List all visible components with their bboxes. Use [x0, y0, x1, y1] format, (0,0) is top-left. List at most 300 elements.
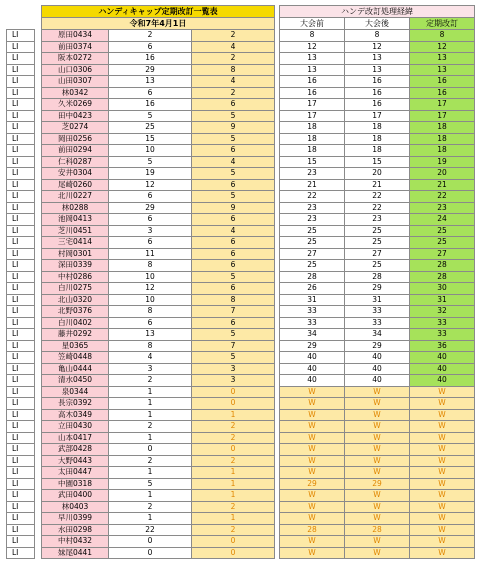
- player-name-cell: 白川0275: [42, 283, 109, 295]
- count-cell: 6: [192, 237, 275, 249]
- gap-cell: [35, 191, 42, 203]
- player-name-cell: 武田0400: [42, 490, 109, 502]
- periodic-cell: 18: [410, 122, 475, 134]
- gap-cell: [35, 30, 42, 42]
- count-cell: 0: [192, 547, 275, 559]
- periodic-cell: 8: [410, 30, 475, 42]
- before-cell: 27: [280, 248, 345, 260]
- rank-cell: LI: [7, 409, 35, 421]
- rounds-cell: 11: [109, 248, 192, 260]
- table-row: [7, 340, 475, 352]
- count-cell: 0: [192, 444, 275, 456]
- count-cell: 6: [192, 99, 275, 111]
- player-name-cell: 阪本0272: [42, 53, 109, 65]
- rank-cell: LI: [7, 398, 35, 410]
- rounds-cell: 29: [109, 202, 192, 214]
- count-cell: 4: [192, 41, 275, 53]
- before-cell: W: [280, 536, 345, 548]
- periodic-cell: 23: [410, 202, 475, 214]
- periodic-cell: 28: [410, 271, 475, 283]
- before-cell: 13: [280, 53, 345, 65]
- before-cell: 33: [280, 317, 345, 329]
- player-name-cell: 安井0304: [42, 168, 109, 180]
- col-before-header: 大会前: [280, 18, 345, 30]
- rank-cell: LI: [7, 214, 35, 226]
- player-name-cell: 深田0339: [42, 260, 109, 272]
- before-cell: W: [280, 432, 345, 444]
- player-name-cell: 前田0374: [42, 41, 109, 53]
- player-name-cell: 仁科0287: [42, 156, 109, 168]
- rounds-cell: 0: [109, 536, 192, 548]
- count-cell: 4: [192, 156, 275, 168]
- periodic-cell: 40: [410, 375, 475, 387]
- before-cell: W: [280, 455, 345, 467]
- table-row: [7, 363, 475, 375]
- after-cell: 16: [345, 76, 410, 88]
- before-cell: 40: [280, 375, 345, 387]
- rank-cell: LI: [7, 122, 35, 134]
- rounds-cell: 13: [109, 329, 192, 341]
- count-cell: 2: [192, 501, 275, 513]
- rank-cell: LI: [7, 524, 35, 536]
- before-cell: W: [280, 398, 345, 410]
- player-name-cell: 原田0434: [42, 30, 109, 42]
- before-cell: 17: [280, 110, 345, 122]
- count-cell: 0: [192, 398, 275, 410]
- player-name-cell: 岡田0256: [42, 133, 109, 145]
- rounds-cell: 4: [109, 352, 192, 364]
- rank-cell: LI: [7, 536, 35, 548]
- table-row: [7, 53, 475, 65]
- before-cell: W: [280, 421, 345, 433]
- before-cell: 23: [280, 214, 345, 226]
- before-cell: 29: [280, 478, 345, 490]
- rank-cell: LI: [7, 41, 35, 53]
- table-row: [7, 64, 475, 76]
- rank-cell: LI: [7, 145, 35, 157]
- table-row: [7, 455, 475, 467]
- table-row: [7, 87, 475, 99]
- periodic-cell: W: [410, 478, 475, 490]
- periodic-cell: W: [410, 444, 475, 456]
- rank-cell: LI: [7, 375, 35, 387]
- player-name-cell: 池岡0413: [42, 214, 109, 226]
- count-cell: 3: [192, 363, 275, 375]
- player-name-cell: 太田0447: [42, 467, 109, 479]
- table-row: [7, 294, 475, 306]
- periodic-cell: 28: [410, 260, 475, 272]
- rounds-cell: 25: [109, 122, 192, 134]
- table-row: [7, 478, 475, 490]
- before-cell: W: [280, 501, 345, 513]
- table-row: [7, 260, 475, 272]
- after-cell: 16: [345, 87, 410, 99]
- gap-cell: [35, 547, 42, 559]
- rounds-cell: 1: [109, 467, 192, 479]
- rank-cell: LI: [7, 168, 35, 180]
- rounds-cell: 6: [109, 214, 192, 226]
- gap-cell: [35, 329, 42, 341]
- table-row: [7, 271, 475, 283]
- after-cell: 40: [345, 363, 410, 375]
- rounds-cell: 19: [109, 168, 192, 180]
- gap-cell: [35, 271, 42, 283]
- gap-cell: [35, 41, 42, 53]
- periodic-cell: 36: [410, 340, 475, 352]
- count-cell: 6: [192, 317, 275, 329]
- count-cell: 2: [192, 421, 275, 433]
- table-row: [7, 490, 475, 502]
- after-cell: W: [345, 386, 410, 398]
- rank-cell: LI: [7, 87, 35, 99]
- player-name-cell: 中園0318: [42, 478, 109, 490]
- gap-cell: [35, 524, 42, 536]
- table-row: [7, 248, 475, 260]
- rounds-cell: 0: [109, 547, 192, 559]
- gap-cell: [35, 490, 42, 502]
- periodic-cell: 13: [410, 64, 475, 76]
- count-cell: 6: [192, 260, 275, 272]
- periodic-cell: 22: [410, 191, 475, 203]
- periodic-cell: W: [410, 421, 475, 433]
- table-row: [7, 283, 475, 295]
- player-name-cell: 亀山0444: [42, 363, 109, 375]
- rounds-cell: 1: [109, 432, 192, 444]
- rank-cell: LI: [7, 225, 35, 237]
- gap-cell: [35, 398, 42, 410]
- after-cell: W: [345, 409, 410, 421]
- col-periodic-header: 定期改訂: [410, 18, 475, 30]
- after-cell: 22: [345, 191, 410, 203]
- table-row: [7, 375, 475, 387]
- before-cell: 23: [280, 168, 345, 180]
- before-cell: 29: [280, 340, 345, 352]
- count-cell: 1: [192, 490, 275, 502]
- rank-cell: LI: [7, 421, 35, 433]
- after-cell: 28: [345, 524, 410, 536]
- rank-cell: LI: [7, 133, 35, 145]
- gap-cell: [35, 145, 42, 157]
- before-cell: 33: [280, 306, 345, 318]
- table-row: [7, 306, 475, 318]
- after-cell: 18: [345, 133, 410, 145]
- gap-cell: [35, 513, 42, 525]
- table-row: [7, 156, 475, 168]
- subheader-row: [7, 18, 475, 30]
- after-cell: 34: [345, 329, 410, 341]
- gap-cell: [35, 214, 42, 226]
- after-cell: 16: [345, 99, 410, 111]
- player-name-cell: 高木0349: [42, 409, 109, 421]
- count-cell: 2: [192, 53, 275, 65]
- count-cell: 5: [192, 133, 275, 145]
- table-row: [7, 432, 475, 444]
- after-cell: 13: [345, 64, 410, 76]
- after-cell: 40: [345, 352, 410, 364]
- gap-cell: [35, 352, 42, 364]
- table-row: [7, 421, 475, 433]
- rounds-cell: 6: [109, 87, 192, 99]
- gap-cell: [35, 99, 42, 111]
- player-name-cell: 星0365: [42, 340, 109, 352]
- table-row: [7, 30, 475, 42]
- gap-cell: [35, 478, 42, 490]
- periodic-cell: 32: [410, 306, 475, 318]
- after-cell: W: [345, 444, 410, 456]
- table-row: [7, 41, 475, 53]
- before-cell: 12: [280, 41, 345, 53]
- before-cell: W: [280, 513, 345, 525]
- rank-cell: LI: [7, 386, 35, 398]
- table-row: [7, 214, 475, 226]
- count-cell: 0: [192, 536, 275, 548]
- rank-cell: LI: [7, 352, 35, 364]
- player-name-cell: 村岡0301: [42, 248, 109, 260]
- after-cell: 29: [345, 340, 410, 352]
- after-cell: 25: [345, 225, 410, 237]
- table-row: [7, 536, 475, 548]
- table-row: [7, 168, 475, 180]
- table-row: [7, 398, 475, 410]
- after-cell: 40: [345, 375, 410, 387]
- rank-cell: LI: [7, 260, 35, 272]
- before-cell: 25: [280, 237, 345, 249]
- handicap-table: [6, 5, 475, 559]
- before-cell: 21: [280, 179, 345, 191]
- rank-cell: LI: [7, 156, 35, 168]
- count-cell: 2: [192, 432, 275, 444]
- count-cell: 8: [192, 64, 275, 76]
- before-cell: 18: [280, 122, 345, 134]
- periodic-cell: W: [410, 467, 475, 479]
- player-name-cell: 北野0376: [42, 306, 109, 318]
- rounds-cell: 2: [109, 455, 192, 467]
- rounds-cell: 2: [109, 30, 192, 42]
- count-cell: 6: [192, 214, 275, 226]
- gap-cell: [35, 294, 42, 306]
- blank-cell: [7, 6, 35, 18]
- player-name-cell: 立田0430: [42, 421, 109, 433]
- count-cell: 9: [192, 122, 275, 134]
- periodic-cell: 17: [410, 99, 475, 111]
- rounds-cell: 1: [109, 409, 192, 421]
- periodic-cell: W: [410, 513, 475, 525]
- rank-cell: LI: [7, 248, 35, 260]
- periodic-cell: 12: [410, 41, 475, 53]
- rank-cell: LI: [7, 99, 35, 111]
- before-cell: 18: [280, 133, 345, 145]
- rank-cell: LI: [7, 306, 35, 318]
- table-row: [7, 202, 475, 214]
- blank-cell: [7, 18, 35, 30]
- periodic-cell: W: [410, 398, 475, 410]
- rank-cell: LI: [7, 76, 35, 88]
- rank-cell: LI: [7, 513, 35, 525]
- after-cell: 27: [345, 248, 410, 260]
- periodic-cell: 33: [410, 329, 475, 341]
- rounds-cell: 6: [109, 41, 192, 53]
- after-cell: W: [345, 421, 410, 433]
- count-cell: 5: [192, 329, 275, 341]
- before-cell: W: [280, 444, 345, 456]
- rounds-cell: 5: [109, 110, 192, 122]
- player-name-cell: 林0342: [42, 87, 109, 99]
- after-cell: 22: [345, 202, 410, 214]
- periodic-cell: 16: [410, 76, 475, 88]
- player-name-cell: 武部0428: [42, 444, 109, 456]
- after-cell: 15: [345, 156, 410, 168]
- table-row: [7, 145, 475, 157]
- rank-cell: LI: [7, 467, 35, 479]
- before-cell: 23: [280, 202, 345, 214]
- count-cell: 7: [192, 306, 275, 318]
- after-cell: W: [345, 513, 410, 525]
- count-cell: 5: [192, 271, 275, 283]
- rank-cell: LI: [7, 64, 35, 76]
- rounds-cell: 8: [109, 260, 192, 272]
- after-cell: W: [345, 547, 410, 559]
- periodic-cell: 19: [410, 156, 475, 168]
- count-cell: 2: [192, 30, 275, 42]
- rank-cell: LI: [7, 501, 35, 513]
- periodic-cell: 16: [410, 87, 475, 99]
- count-cell: 2: [192, 455, 275, 467]
- after-cell: W: [345, 490, 410, 502]
- table-row: [7, 501, 475, 513]
- player-name-cell: 北川0227: [42, 191, 109, 203]
- player-name-cell: 泉0344: [42, 386, 109, 398]
- after-cell: 8: [345, 30, 410, 42]
- before-cell: 16: [280, 87, 345, 99]
- rank-cell: LI: [7, 294, 35, 306]
- player-name-cell: 前田0294: [42, 145, 109, 157]
- count-cell: 2: [192, 524, 275, 536]
- count-cell: 0: [192, 386, 275, 398]
- count-cell: 1: [192, 478, 275, 490]
- before-cell: 40: [280, 352, 345, 364]
- periodic-cell: W: [410, 547, 475, 559]
- table-row: [7, 133, 475, 145]
- table-row: [7, 409, 475, 421]
- after-cell: 33: [345, 306, 410, 318]
- count-cell: 5: [192, 168, 275, 180]
- rounds-cell: 6: [109, 237, 192, 249]
- blank-cell: [35, 18, 42, 30]
- gap-cell: [35, 225, 42, 237]
- rank-cell: LI: [7, 432, 35, 444]
- before-cell: 16: [280, 76, 345, 88]
- gap-cell: [35, 421, 42, 433]
- periodic-cell: 25: [410, 225, 475, 237]
- gap-cell: [35, 340, 42, 352]
- rounds-cell: 1: [109, 490, 192, 502]
- col-after-header: 大会後: [345, 18, 410, 30]
- count-cell: 6: [192, 145, 275, 157]
- player-name-cell: 芝0274: [42, 122, 109, 134]
- periodic-cell: W: [410, 386, 475, 398]
- after-cell: 29: [345, 283, 410, 295]
- table-row: [7, 352, 475, 364]
- count-cell: 6: [192, 283, 275, 295]
- rank-cell: LI: [7, 191, 35, 203]
- before-cell: 25: [280, 260, 345, 272]
- after-cell: W: [345, 467, 410, 479]
- after-cell: 12: [345, 41, 410, 53]
- rank-cell: LI: [7, 329, 35, 341]
- rank-cell: LI: [7, 283, 35, 295]
- gap-cell: [35, 317, 42, 329]
- count-cell: 4: [192, 225, 275, 237]
- player-name-cell: 中村0286: [42, 271, 109, 283]
- player-name-cell: 林0403: [42, 501, 109, 513]
- rounds-cell: 5: [109, 156, 192, 168]
- before-cell: W: [280, 547, 345, 559]
- rounds-cell: 2: [109, 421, 192, 433]
- count-cell: 1: [192, 513, 275, 525]
- player-name-cell: 中村0432: [42, 536, 109, 548]
- before-cell: W: [280, 467, 345, 479]
- rank-cell: LI: [7, 340, 35, 352]
- rounds-cell: 12: [109, 283, 192, 295]
- table-row: [7, 237, 475, 249]
- gap-cell: [35, 122, 42, 134]
- periodic-cell: 31: [410, 294, 475, 306]
- count-cell: 8: [192, 294, 275, 306]
- rounds-cell: 6: [109, 317, 192, 329]
- rounds-cell: 15: [109, 133, 192, 145]
- rank-cell: LI: [7, 478, 35, 490]
- table-row: [7, 317, 475, 329]
- rank-cell: LI: [7, 237, 35, 249]
- gap-cell: [35, 260, 42, 272]
- periodic-cell: 40: [410, 352, 475, 364]
- before-cell: 28: [280, 271, 345, 283]
- count-cell: 4: [192, 76, 275, 88]
- gap-cell: [35, 168, 42, 180]
- rounds-cell: 3: [109, 363, 192, 375]
- after-cell: 21: [345, 179, 410, 191]
- player-name-cell: 妹尾0441: [42, 547, 109, 559]
- blank-cell: [35, 6, 42, 18]
- rank-cell: LI: [7, 271, 35, 283]
- gap-cell: [35, 363, 42, 375]
- player-name-cell: 山田0307: [42, 76, 109, 88]
- after-cell: W: [345, 536, 410, 548]
- table-row: [7, 191, 475, 203]
- rank-cell: LI: [7, 363, 35, 375]
- periodic-cell: 33: [410, 317, 475, 329]
- before-cell: 26: [280, 283, 345, 295]
- before-cell: W: [280, 490, 345, 502]
- before-cell: 8: [280, 30, 345, 42]
- title-row: [7, 6, 475, 18]
- gap-cell: [35, 53, 42, 65]
- rounds-cell: 16: [109, 99, 192, 111]
- gap-cell: [35, 133, 42, 145]
- rounds-cell: 10: [109, 271, 192, 283]
- rank-cell: LI: [7, 455, 35, 467]
- periodic-cell: 18: [410, 133, 475, 145]
- player-name-cell: 山口0306: [42, 64, 109, 76]
- before-cell: 28: [280, 524, 345, 536]
- before-cell: 40: [280, 363, 345, 375]
- table-row: [7, 467, 475, 479]
- periodic-cell: W: [410, 490, 475, 502]
- after-cell: 18: [345, 145, 410, 157]
- rank-cell: LI: [7, 30, 35, 42]
- periodic-cell: 27: [410, 248, 475, 260]
- gap-cell: [35, 375, 42, 387]
